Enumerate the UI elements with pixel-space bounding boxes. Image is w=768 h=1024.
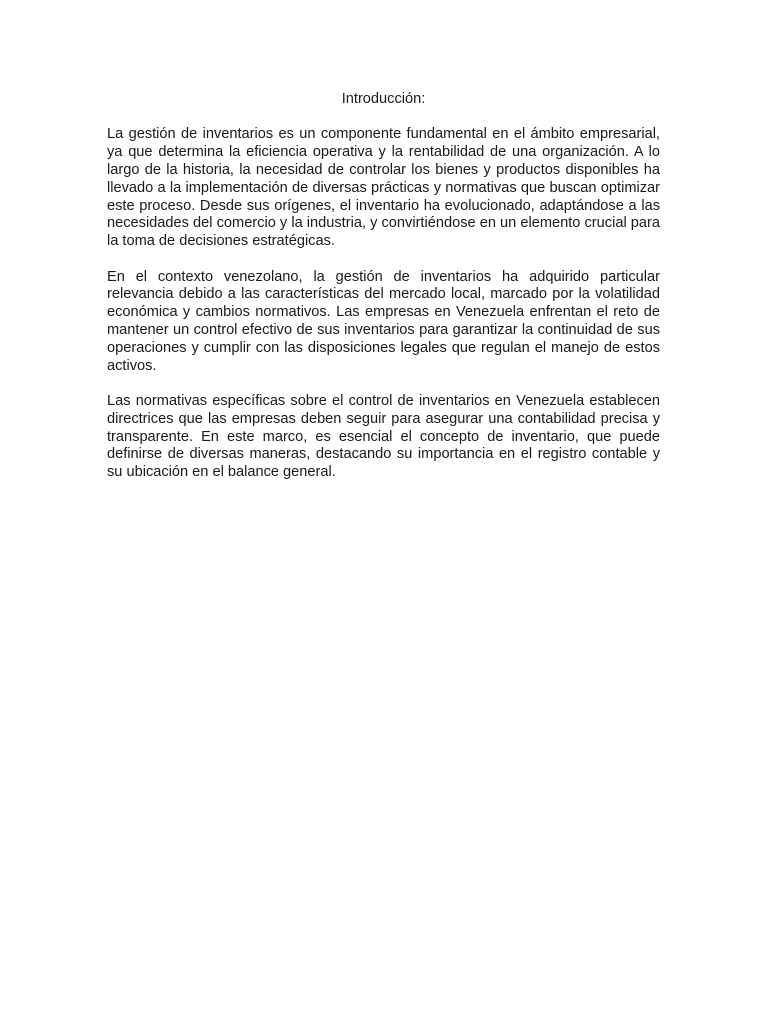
paragraph-2: En el contexto venezolano, la gestión de inventarios ha adquirido particular relevancia debido a las características del mercado local, marcado por la volatilidad económica y cambios normativos. Las empresas en Venezuela enfrentan el reto de mantener un control efectivo de sus inventarios para garantizar la continuidad de sus operaciones y cumplir con las disposiciones legales que regulan el manejo de estos activos. <box>107 268 660 374</box>
document-title: Introducción: <box>341 91 426 107</box>
paragraph-3: Las normativas específicas sobre el control de inventarios en Venezuela establecen directrices que las empresas deben seguir para asegurar una contabilidad precisa y transparente. En este marco, es esencial el concepto de inventario, que puede definirse de diversas maneras, destacando su importancia en el registro contable y su ubicación en el balance general. <box>107 392 660 481</box>
paragraph-1: La gestión de inventarios es un componente fundamental en el ámbito empresarial, ya que determina la eficiencia operativa y la rentabilidad de una organización. A lo largo de la historia, la necesidad de controlar los bienes y productos disponibles ha llevado a la implementación de diversas prácticas y normativas que buscan optimizar este proceso. Desde sus orígenes, el inventario ha evolucionado, adaptándose a las necesidades del comercio y la industria, y convirtiéndose en un elemento crucial para la toma de decisiones estratégicas. <box>107 126 660 250</box>
document-body <box>107 91 660 500</box>
